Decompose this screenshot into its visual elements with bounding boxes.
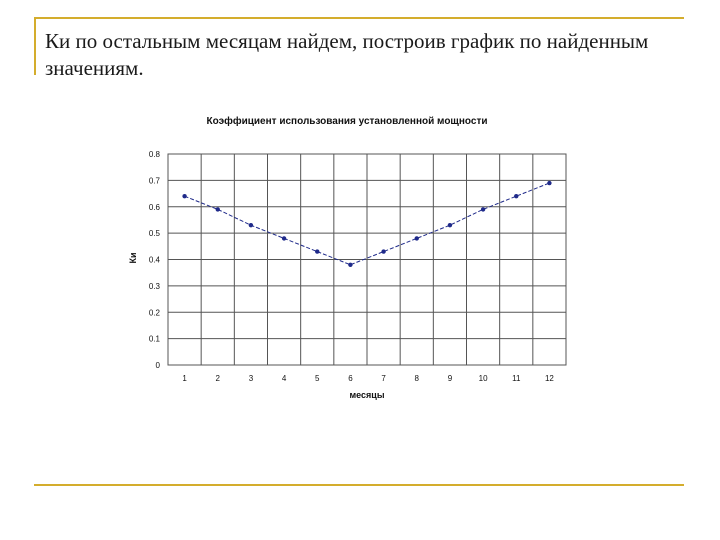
y-tick-label: 0.7 bbox=[148, 176, 160, 186]
x-tick-label: 7 bbox=[381, 374, 386, 383]
y-tick-label: 0.3 bbox=[148, 281, 160, 291]
y-tick-labels bbox=[149, 150, 161, 370]
x-tick-label: 1 bbox=[182, 374, 187, 383]
data-point bbox=[415, 236, 419, 240]
chart-grid bbox=[168, 154, 566, 365]
slide-heading: Ки по остальным месяцам найдем, построив график по найденным значениям. bbox=[45, 29, 649, 80]
x-tick-label: 6 bbox=[348, 374, 353, 383]
x-tick-label: 11 bbox=[512, 374, 521, 383]
y-tick-label: 0 bbox=[155, 361, 160, 370]
x-axis-label: месяцы bbox=[349, 390, 385, 400]
y-tick-label: 0.8 bbox=[148, 150, 160, 159]
x-tick-label: 5 bbox=[315, 374, 320, 383]
x-tick-label: 8 bbox=[414, 374, 419, 383]
x-tick-label: 4 bbox=[281, 374, 287, 383]
x-tick-label: 12 bbox=[544, 374, 554, 383]
y-axis-label: Ки bbox=[128, 252, 138, 264]
data-point bbox=[315, 249, 319, 253]
data-point bbox=[514, 194, 518, 198]
y-tick-label: 0.1 bbox=[148, 334, 160, 344]
x-tick-label: 10 bbox=[478, 374, 488, 383]
data-point bbox=[381, 249, 385, 253]
data-point bbox=[448, 223, 452, 227]
data-point bbox=[547, 181, 551, 185]
data-point bbox=[216, 207, 220, 211]
y-tick-label: 0.4 bbox=[148, 255, 160, 265]
chart-title: Коэффициент использования установленной мощности bbox=[206, 116, 488, 127]
x-tick-label: 9 bbox=[447, 374, 453, 383]
y-tick-label: 0.5 bbox=[148, 229, 160, 239]
x-tick-label: 2 bbox=[215, 374, 220, 383]
data-point bbox=[182, 194, 186, 198]
y-tick-label: 0.6 bbox=[148, 202, 160, 212]
data-point bbox=[249, 223, 253, 227]
x-tick-label: 3 bbox=[248, 374, 254, 383]
data-point bbox=[481, 207, 485, 211]
x-tick-labels bbox=[182, 374, 554, 383]
data-point bbox=[282, 236, 286, 240]
y-tick-label: 0.2 bbox=[148, 308, 160, 318]
bottom-rule bbox=[34, 484, 684, 486]
data-point bbox=[348, 263, 352, 267]
